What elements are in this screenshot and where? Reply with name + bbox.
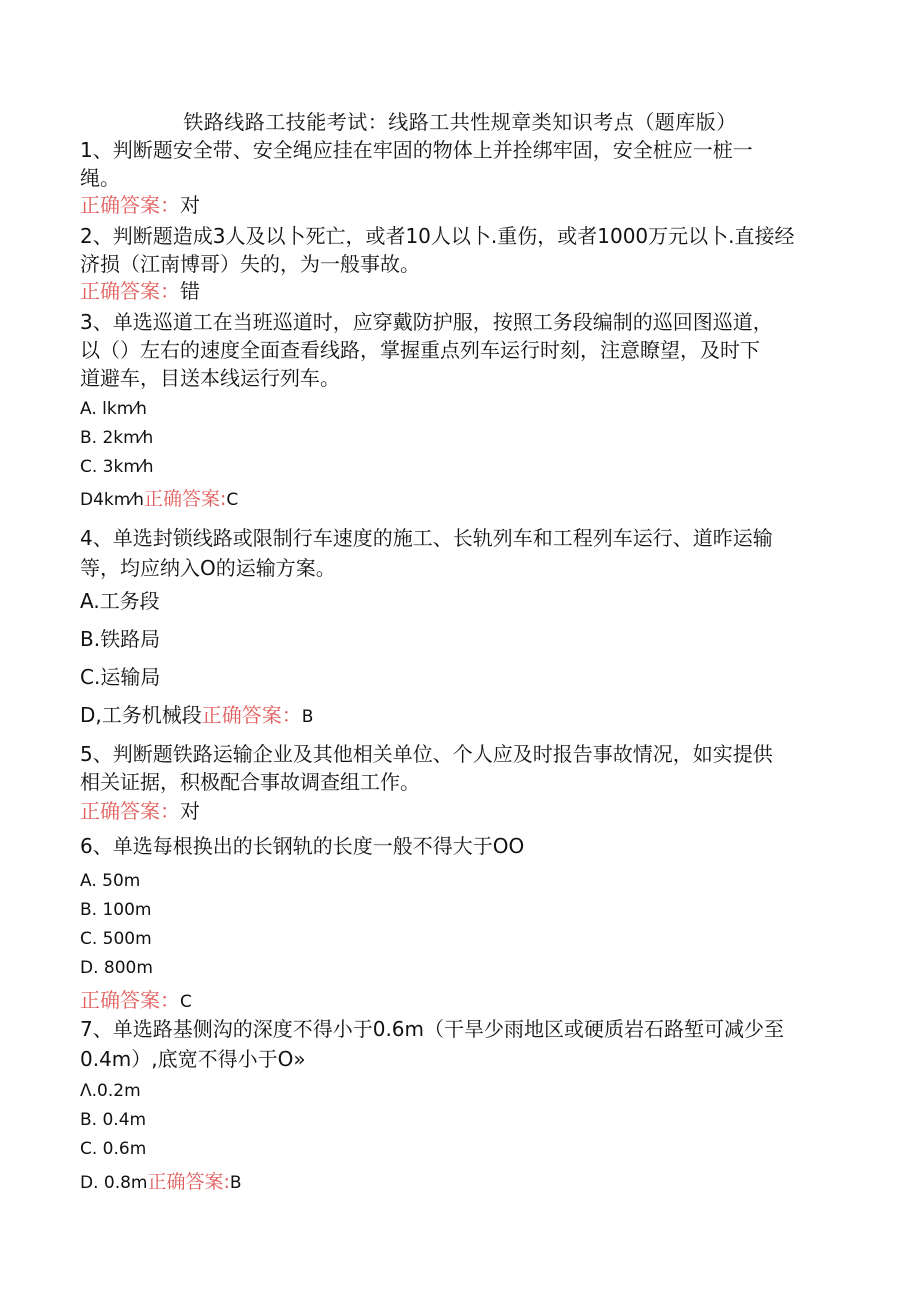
question-3-line-2: 以（）左右的速度全面查看线路，掌握重点列车运行时刻，注意瞭望，及时下 [80, 338, 760, 362]
question-1-line-2: 绳。 [80, 166, 120, 190]
answer-value: 对 [180, 193, 200, 217]
question-7-option-c: C. 0.6m [80, 1139, 147, 1159]
answer-label: 正确答案： [80, 799, 180, 823]
answer-label: 正确答案： [80, 279, 180, 303]
answer-value: B [229, 1173, 242, 1193]
question-4-line-2: 等，均应纳入O的运输方案。 [80, 556, 336, 580]
question-4-option-c: C.运输局 [80, 665, 161, 689]
question-3-line-3: 道避车，目送本线运行列车。 [80, 366, 340, 390]
option-d: D. 0.8m [80, 1173, 148, 1193]
question-2-line-2: 济损（江南博哥）失的，为一般事故。 [80, 252, 420, 276]
question-7-option-d-with-answer [80, 1170, 840, 1195]
answer-value: B [301, 707, 314, 727]
answer-label: 正确答案： [80, 988, 180, 1012]
answer-label: 正确答案: [147, 1171, 230, 1193]
option-d: D,工务机械段 [80, 703, 202, 727]
answer-value: 错 [180, 279, 200, 303]
question-4-line-1: 4、单选封锁线路或限制行车速度的施工、长轨列车和工程列车运行、道昨运输 [80, 526, 773, 550]
question-3-option-c: C. 3km⁄h [80, 457, 154, 477]
question-4-option-a: A.工务段 [80, 589, 160, 613]
question-7-option-a: Λ.0.2m [80, 1081, 141, 1101]
option-d: D4km⁄h [80, 490, 144, 510]
question-4-option-d-with-answer [80, 703, 840, 729]
question-4-option-b: B.铁路局 [80, 627, 161, 651]
answer-label: 正确答案： [201, 703, 302, 727]
question-6-option-c: C. 500m [80, 929, 152, 949]
question-7-line-2: 0.4m）,底宽不得小于O» [80, 1047, 306, 1071]
question-2-line-1: 2、判断题造成3人及以卜死亡，或者10人以卜.重伤，或者1000万元以卜.直接经 [80, 224, 795, 248]
question-1-line-1: 1、判断题安全带、安全绳应挂在牢固的物体上并拴绑牢固，安全桩应一桩一 [80, 138, 753, 162]
document-title: 铁路线路工技能考试：线路工共性规章类知识考点（题库版） [183, 110, 737, 134]
answer-label: 正确答案: [143, 488, 227, 510]
question-6-option-d: D. 800m [80, 958, 153, 978]
question-3-option-d-with-answer [80, 487, 840, 512]
answer-value: 对 [180, 799, 200, 823]
question-3-option-b: B. 2km⁄h [80, 428, 154, 448]
question-6-answer [80, 988, 840, 1014]
answer-value: C [180, 992, 192, 1012]
question-7-option-b: B. 0.4m [80, 1110, 147, 1130]
answer-label: 正确答案： [80, 193, 180, 217]
question-1-answer [80, 193, 840, 217]
question-6-option-a: A. 50m [80, 871, 141, 891]
question-7-line-1: 7、单选路基侧沟的深度不得小于0.6m（干旱少雨地区或硬质岩石路堑可减少至 [80, 1017, 785, 1041]
question-5-line-2: 相关证据，积极配合事故调查组工作。 [80, 770, 420, 794]
question-2-answer [80, 279, 840, 303]
question-6-option-b: B. 100m [80, 900, 152, 920]
answer-value: C [226, 490, 239, 510]
question-5-answer [80, 799, 840, 823]
question-6-line-1: 6、单选每根换出的长钢轨的长度一般不得大于OO [80, 834, 525, 858]
question-3-line-1: 3、单选巡道工在当班巡道时，应穿戴防护服，按照工务段编制的巡回图巡道， [80, 310, 773, 334]
question-3-option-a: A. lkm⁄h [80, 399, 147, 419]
question-5-line-1: 5、判断题铁路运输企业及其他相关单位、个人应及时报告事故情况，如实提供 [80, 742, 773, 766]
